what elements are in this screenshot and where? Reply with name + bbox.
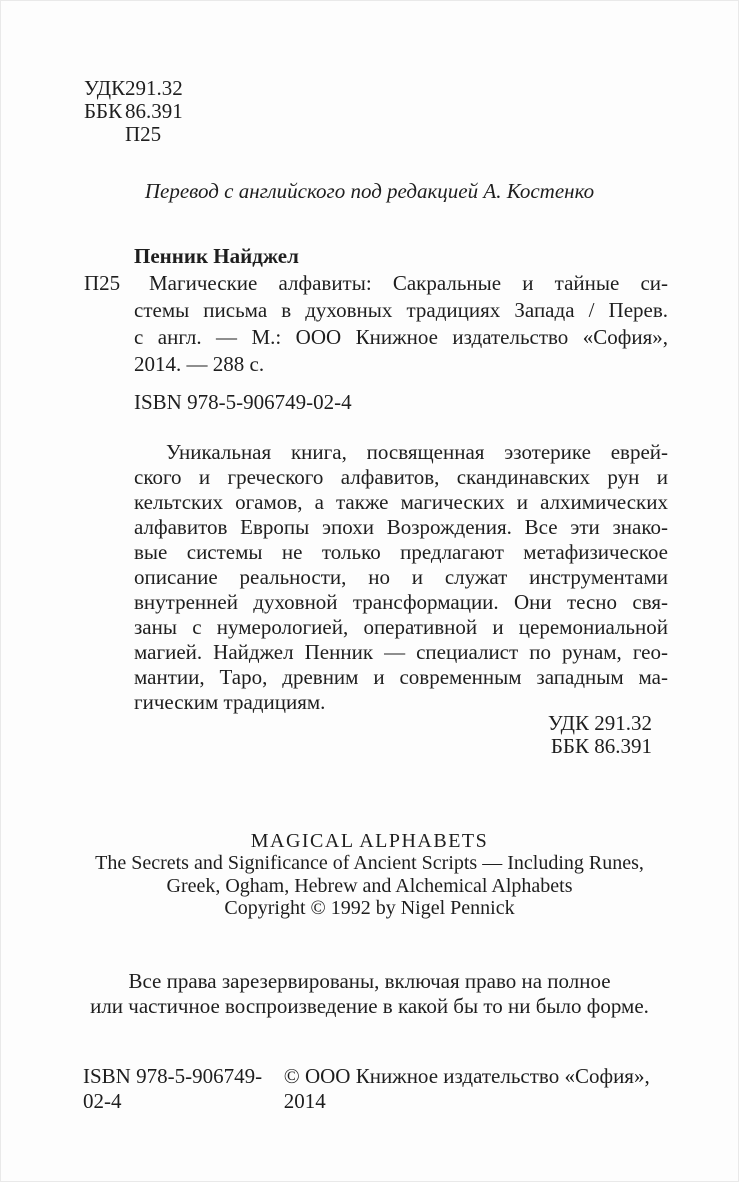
footer-publisher-copyright: © ООО Книжное издательство «София», 2014 xyxy=(283,1064,650,1113)
bbk-label: ББК xyxy=(84,99,123,123)
footer-row xyxy=(83,1064,665,1114)
rights-notice: Все права зарезервированы, включая право на полное или частичное воспроизведение в какой бы то ни было форме. xyxy=(90,969,649,1019)
udk-value: 291.32 xyxy=(125,76,183,100)
original-copyright: Copyright © 1992 by Nigel Pennick xyxy=(224,897,515,920)
annotation-paragraph: Уникальная книга, посвященная эзотерике еврей- ского и греческого алфавитов, скандинавских рун и кельтских огамов, а также магических и алхимических алфавитов Европы эпохи Возрождения. Все эти знако- вые системы не только предлагают метафизическое описание реальности, но и служат инструментами внутренней духовной трансформации. Они тесно свя- заны с нумерологией, оперативной и церемониальной магией. Найджел Пенник — специалист по рунам, гео- мантии, Таро, древним и современным западным ма- гическим традициям. xyxy=(134,440,668,714)
catalog-codes-block xyxy=(84,77,183,146)
udk-row xyxy=(84,77,183,100)
original-title: MAGICAL ALPHABETS xyxy=(250,830,489,852)
udk-right: УДК 291.32 xyxy=(547,711,652,735)
catalog-codes-right xyxy=(548,712,652,757)
author-index-value: П25 xyxy=(125,122,162,146)
original-subtitle: The Secrets and Significance of Ancient Scripts — Including Runes, Greek, Ogham, Hebrew and Alchemical Alphabets xyxy=(95,852,644,897)
udk-label: УДК xyxy=(84,76,126,100)
author-name: Пенник Найджел xyxy=(134,244,299,268)
author-index-row xyxy=(84,123,183,146)
bbk-row xyxy=(84,100,183,123)
bbk-right: ББК 86.391 xyxy=(550,733,652,758)
isbn-number: ISBN 978-5-906749-02-4 xyxy=(134,390,352,414)
bbk-value: 86.391 xyxy=(125,99,183,123)
catalog-index: П25 xyxy=(84,271,121,295)
original-title-block xyxy=(0,830,739,920)
bibliographic-description: Магические алфавиты: Сакральные и тайные си- стемы письма в духовных традициях Запада / Перев. с англ. — М.: ООО Книжное издательство «София», 2014. — 288 с. xyxy=(134,271,668,376)
footer-isbn: ISBN 978-5-906749-02-4 xyxy=(83,1064,263,1113)
translator-credit: Перевод с английского под редакцией А. Костенко xyxy=(144,179,595,203)
